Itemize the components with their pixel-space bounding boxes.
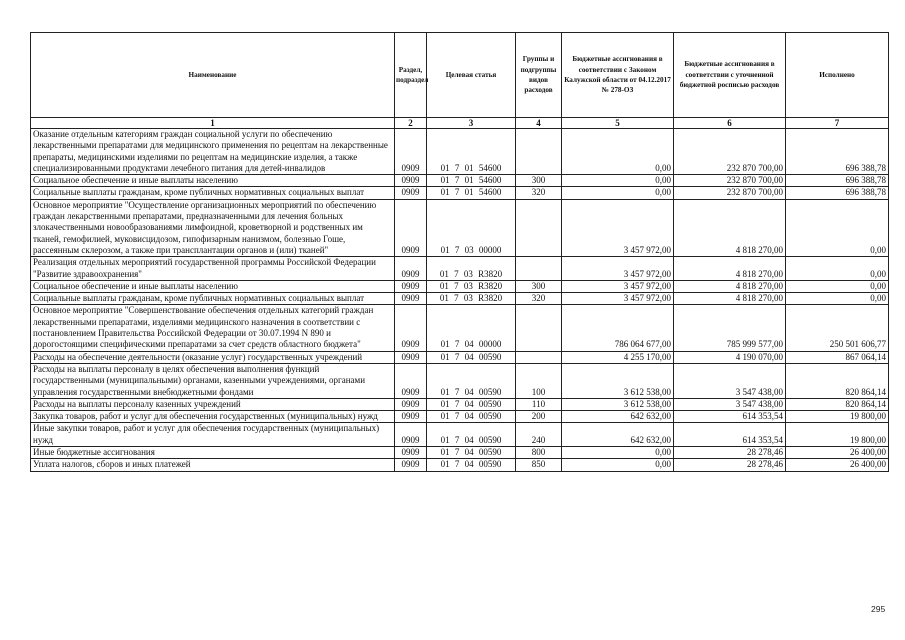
row-name-cell: Социальные выплаты гражданам, кроме публичных нормативных социальных выплат [31,293,395,305]
column-number: 6 [674,118,786,129]
row-group-cell [516,257,562,281]
row-executed-cell: 0,00 [786,280,889,292]
row-group-cell [516,351,562,363]
row-target-cell: 01 7 03 R3820 [427,280,516,292]
header-list-allocation: Бюджетные ассигнования в соответствии с уточненной бюджетной росписью расходов [674,33,786,118]
header-section: Раздел, подраздел [395,33,427,118]
row-list-allocation-cell: 785 999 577,00 [674,305,786,351]
column-number: 7 [786,118,889,129]
row-law-allocation-cell: 3 457 972,00 [562,257,674,281]
row-list-allocation-cell: 4 818 270,00 [674,280,786,292]
row-list-allocation-cell: 3 547 438,00 [674,398,786,410]
header-target: Целевая статья [427,33,516,118]
row-section-cell: 0909 [395,363,427,398]
row-section-cell: 0909 [395,423,427,447]
row-section-cell: 0909 [395,398,427,410]
row-name-cell: Уплата налогов, сборов и иных платежей [31,459,395,471]
row-group-cell: 300 [516,175,562,187]
table-body [31,129,889,472]
table-row [31,447,889,459]
row-target-cell: 01 7 04 00590 [427,411,516,423]
row-executed-cell: 696 388,78 [786,187,889,199]
row-target-cell: 01 7 04 00590 [427,459,516,471]
row-section-cell: 0909 [395,175,427,187]
header-row [31,33,889,118]
row-name-cell: Социальное обеспечение и иные выплаты населению [31,280,395,292]
table-row [31,351,889,363]
table-row [31,129,889,175]
table-row [31,175,889,187]
row-target-cell: 01 7 01 54600 [427,187,516,199]
row-name-cell: Социальное обеспечение и иные выплаты населению [31,175,395,187]
row-list-allocation-cell: 232 870 700,00 [674,187,786,199]
row-law-allocation-cell: 3 457 972,00 [562,293,674,305]
row-group-cell: 320 [516,187,562,199]
column-number: 3 [427,118,516,129]
column-number: 4 [516,118,562,129]
header-group: Группы и подгруппы видов расходов [516,33,562,118]
row-list-allocation-cell: 4 818 270,00 [674,257,786,281]
row-target-cell: 01 7 04 00590 [427,351,516,363]
row-list-allocation-cell: 28 278,46 [674,447,786,459]
row-list-allocation-cell: 4 190 070,00 [674,351,786,363]
table-row [31,293,889,305]
row-list-allocation-cell: 28 278,46 [674,459,786,471]
row-name-cell: Социальные выплаты гражданам, кроме публичных нормативных социальных выплат [31,187,395,199]
row-section-cell: 0909 [395,305,427,351]
row-target-cell: 01 7 04 00000 [427,305,516,351]
row-name-cell: Расходы на обеспечение деятельности (оказание услуг) государственных учреждений [31,351,395,363]
column-number: 1 [31,118,395,129]
row-section-cell: 0909 [395,199,427,256]
row-law-allocation-cell: 0,00 [562,459,674,471]
row-target-cell: 01 7 01 54600 [427,175,516,187]
row-group-cell: 110 [516,398,562,410]
row-executed-cell: 19 800,00 [786,411,889,423]
row-executed-cell: 0,00 [786,293,889,305]
row-executed-cell: 19 800,00 [786,423,889,447]
row-target-cell: 01 7 03 R3820 [427,257,516,281]
row-name-cell: Оказание отдельным категориям граждан социальной услуги по обеспечению лекарственными препаратами для медицинского применения по рецептам на лекарственные препараты, медицинскими изделиями по рецептам на медицинские изделия, а также специализированными продуктами лечебного питания для детей-инвалидов [31,129,395,175]
row-group-cell: 200 [516,411,562,423]
row-group-cell: 100 [516,363,562,398]
row-executed-cell: 250 501 606,77 [786,305,889,351]
row-executed-cell: 26 400,00 [786,459,889,471]
row-law-allocation-cell: 0,00 [562,187,674,199]
table-row [31,257,889,281]
row-name-cell: Иные бюджетные ассигнования [31,447,395,459]
row-executed-cell: 26 400,00 [786,447,889,459]
row-name-cell: Основное мероприятие "Совершенствование обеспечения отдельных категорий граждан лекарственными препаратами, изделиями медицинского назначения в соответствии с постановлением Правительства Российской Федерации от 30.07.1994 N 890 и дорогостоящими специфическими препаратами за счет средств областного бюджета" [31,305,395,351]
table-row [31,305,889,351]
row-list-allocation-cell: 232 870 700,00 [674,129,786,175]
table-row [31,199,889,256]
row-law-allocation-cell: 3 612 538,00 [562,363,674,398]
row-law-allocation-cell: 786 064 677,00 [562,305,674,351]
row-name-cell: Реализация отдельных мероприятий государственной программы Российской Федерации "Развитие здравоохранения" [31,257,395,281]
row-section-cell: 0909 [395,351,427,363]
table-row [31,423,889,447]
row-law-allocation-cell: 0,00 [562,447,674,459]
row-section-cell: 0909 [395,129,427,175]
row-list-allocation-cell: 3 547 438,00 [674,363,786,398]
row-section-cell: 0909 [395,459,427,471]
column-number: 5 [562,118,674,129]
row-target-cell: 01 7 04 00590 [427,398,516,410]
table-row [31,398,889,410]
table-row [31,187,889,199]
row-target-cell: 01 7 03 R3820 [427,293,516,305]
row-group-cell: 320 [516,293,562,305]
row-section-cell: 0909 [395,447,427,459]
row-executed-cell: 0,00 [786,257,889,281]
table-row [31,363,889,398]
row-section-cell: 0909 [395,187,427,199]
table-row [31,459,889,471]
row-law-allocation-cell: 0,00 [562,129,674,175]
header-name: Наименование [31,33,395,118]
row-target-cell: 01 7 04 00590 [427,423,516,447]
row-group-cell [516,199,562,256]
row-list-allocation-cell: 232 870 700,00 [674,175,786,187]
row-name-cell: Основное мероприятие "Осуществление организационных мероприятий по обеспечению граждан лекарственными препаратами, предназначенными для лечения больных злокачественными новообразованиями лимфоидной, кроветворной и родственных им тканей, гемофилией, муковисцидозом, гипофизарным нанизмом, болезнью Гоше, рассеянным склерозом, а также при трансплантации органов и (или) тканей" [31,199,395,256]
row-law-allocation-cell: 3 457 972,00 [562,280,674,292]
page-number: 295 [871,604,886,614]
row-group-cell: 850 [516,459,562,471]
row-target-cell: 01 7 01 54600 [427,129,516,175]
row-name-cell: Расходы на выплаты персоналу в целях обеспечения выполнения функций государственными (муниципальными) органами, казенными учреждениями, органами управления государственными внебюджетными фондами [31,363,395,398]
row-list-allocation-cell: 614 353,54 [674,423,786,447]
row-group-cell [516,305,562,351]
table-row [31,280,889,292]
row-group-cell: 240 [516,423,562,447]
row-section-cell: 0909 [395,411,427,423]
row-executed-cell: 820 864,14 [786,398,889,410]
row-executed-cell: 696 388,78 [786,175,889,187]
header-law-allocation: Бюджетные ассигнования в соответствии с Законом Калужской области от 04.12.2017 № 278-ОЗ [562,33,674,118]
row-law-allocation-cell: 642 632,00 [562,423,674,447]
row-law-allocation-cell: 3 612 538,00 [562,398,674,410]
row-executed-cell: 0,00 [786,199,889,256]
row-executed-cell: 696 388,78 [786,129,889,175]
row-name-cell: Иные закупки товаров, работ и услуг для обеспечения государственных (муниципальных) нужд [31,423,395,447]
row-executed-cell: 820 864,14 [786,363,889,398]
row-section-cell: 0909 [395,280,427,292]
row-section-cell: 0909 [395,293,427,305]
row-list-allocation-cell: 614 353,54 [674,411,786,423]
column-number-row [31,118,889,129]
row-law-allocation-cell: 3 457 972,00 [562,199,674,256]
row-name-cell: Расходы на выплаты персоналу казенных учреждений [31,398,395,410]
row-target-cell: 01 7 04 00590 [427,363,516,398]
row-list-allocation-cell: 4 818 270,00 [674,293,786,305]
row-group-cell [516,129,562,175]
header-executed: Исполнено [786,33,889,118]
table-row [31,411,889,423]
row-target-cell: 01 7 03 00000 [427,199,516,256]
row-section-cell: 0909 [395,257,427,281]
row-law-allocation-cell: 642 632,00 [562,411,674,423]
budget-table [30,32,889,472]
column-number: 2 [395,118,427,129]
row-executed-cell: 867 064,14 [786,351,889,363]
row-list-allocation-cell: 4 818 270,00 [674,199,786,256]
row-group-cell: 300 [516,280,562,292]
row-name-cell: Закупка товаров, работ и услуг для обеспечения государственных (муниципальных) нужд [31,411,395,423]
row-law-allocation-cell: 0,00 [562,175,674,187]
row-target-cell: 01 7 04 00590 [427,447,516,459]
row-law-allocation-cell: 4 255 170,00 [562,351,674,363]
row-group-cell: 800 [516,447,562,459]
